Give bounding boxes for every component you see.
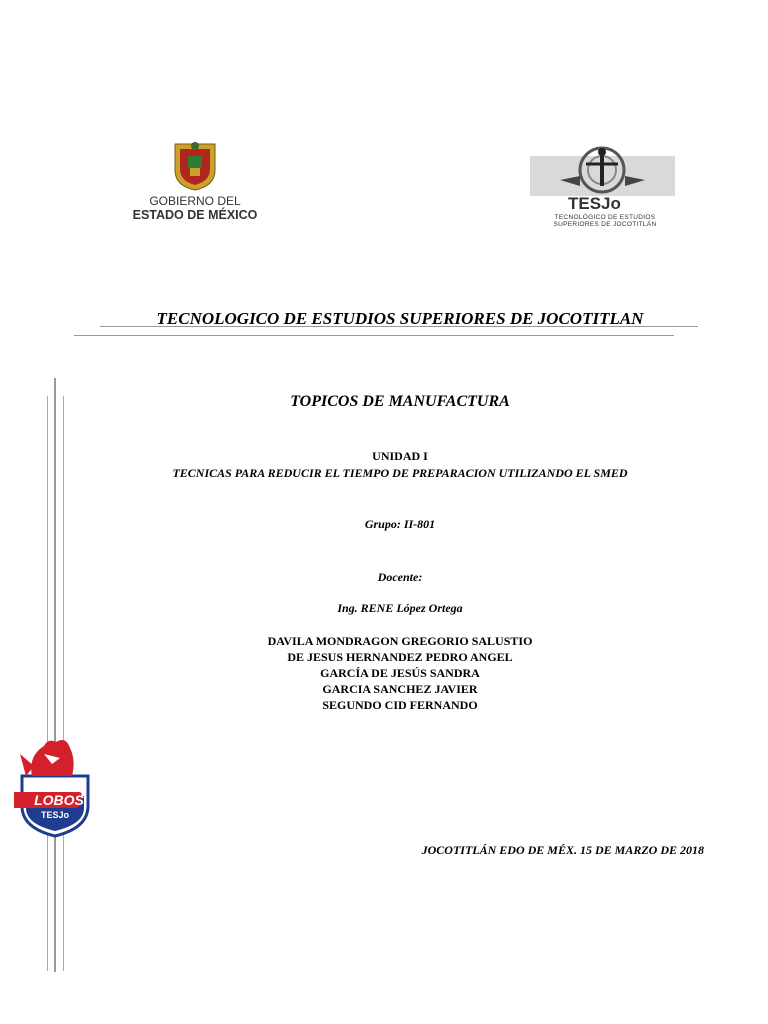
wolf-mascot-icon [14,736,96,838]
teacher-label: Docente: [377,570,423,584]
member-item: GARCIA SANCHEZ JAVIER [322,682,478,696]
government-logo [120,140,270,225]
member-item: DE JESUS HERNANDEZ PEDRO ANGEL [287,650,513,664]
tesjo-logo-subtitle-2: SUPERIORES DE JOCOTITLÁN [553,221,657,228]
tesjo-logo-subtitle-1: TECNOLÓGICO DE ESTUDIOS [554,214,656,221]
member-item: DAVILA MONDRAGON GREGORIO SALUSTIO [267,634,533,648]
place-date: JOCOTITLÁN EDO DE MÉX. 15 DE MARZO DE 2018 [421,843,704,857]
title-underline-bottom [74,335,674,336]
lobos-logo [14,736,96,838]
teacher-name: Ing. RENE López Ortega [337,601,463,615]
subject-title: TOPICOS DE MANUFACTURA [290,393,510,410]
member-list [100,633,700,713]
institution-title: TECNOLOGICO DE ESTUDIOS SUPERIORES DE JOCOTITLAN [156,309,644,328]
lobos-logo-sub: TESJo [40,810,69,820]
member-item: SEGUNDO CID FERNANDO [322,698,478,712]
margin-line-1 [47,396,48,971]
government-logo-line2: ESTADO DE MÉXICO [132,208,258,222]
member-item: GARCÍA DE JESÚS SANDRA [320,666,480,680]
government-logo-line1: GOBIERNO DEL [149,194,241,208]
group-label: Grupo: II-801 [364,517,436,531]
lobos-logo-name: LOBOS [34,792,84,808]
tesjo-emblem-icon [530,142,675,202]
unit-title: TECNICAS PARA REDUCIR EL TIEMPO DE PREPARACION UTILIZANDO EL SMED [172,466,628,480]
margin-line-2 [54,378,56,972]
unit-label: UNIDAD I [372,449,428,463]
tesjo-logo [530,142,675,227]
state-coat-of-arms-icon [170,140,220,192]
tesjo-logo-name: TESJo [568,194,621,213]
margin-line-3 [63,396,64,971]
